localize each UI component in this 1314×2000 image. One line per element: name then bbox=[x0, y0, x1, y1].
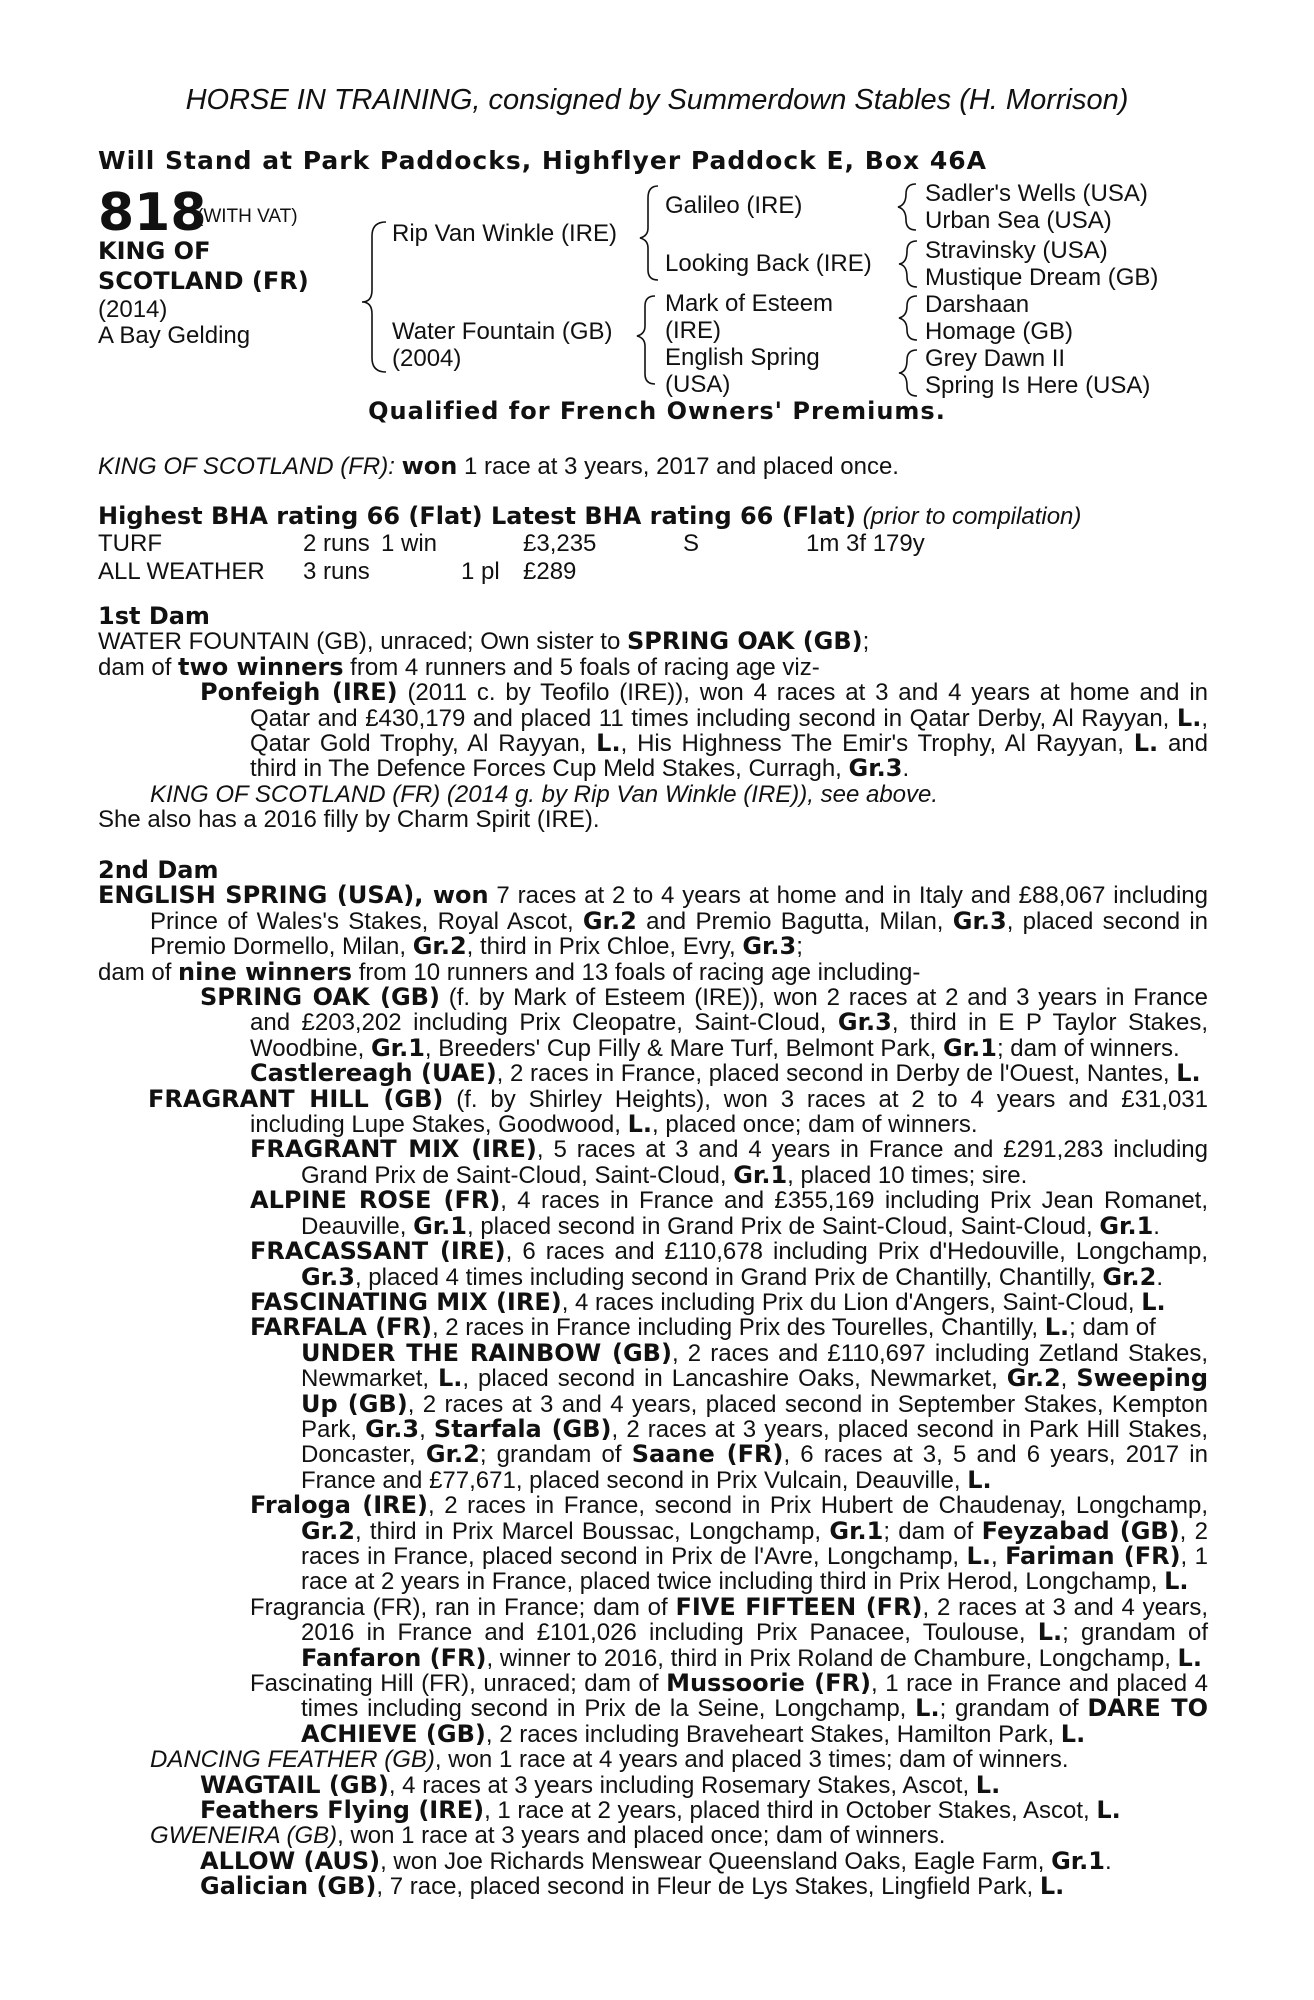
grandproduce-entry: Feathers Flying (IRE), 1 race at 2 years, placed third in October Stakes, Ascot, L. bbox=[200, 1796, 1121, 1825]
sire-name: Rip Van Winkle (IRE) bbox=[392, 220, 617, 247]
wins-cell: 1 win bbox=[381, 530, 438, 557]
grandproduce-entry: FRAGRANT MIX (IRE), 5 races at 3 and 4 years in France and £291,283 including Grand Prix de Saint-Cloud, Saint-Cloud, Gr.1, placed 10 times; sire. bbox=[250, 1135, 1208, 1189]
performance-table bbox=[98, 530, 925, 586]
dam-sire-country: (IRE) bbox=[665, 317, 721, 344]
distance-cell: 1m 3f 179y bbox=[806, 530, 925, 557]
premiums-note: Qualified for French Owners' Premiums. bbox=[368, 397, 946, 425]
dam-dam-country: (USA) bbox=[665, 371, 731, 398]
wins-cell bbox=[381, 558, 461, 586]
dam-dam-name: English Spring bbox=[665, 344, 820, 371]
sire-dam-name: Looking Back (IRE) bbox=[665, 250, 872, 277]
horse-description: A Bay Gelding bbox=[98, 322, 251, 349]
section-heading: 2nd Dam bbox=[98, 856, 219, 884]
foaling-year: (2014) bbox=[98, 296, 168, 323]
gg-dam-2: Mustique Dream (GB) bbox=[925, 264, 1159, 291]
ratings-label: Highest BHA rating 66 (Flat) Latest BHA rating 66 (Flat) bbox=[98, 502, 856, 530]
race-summary bbox=[98, 452, 899, 481]
grandproduce-entry: Castlereagh (UAE), 2 races in France, placed second in Derby de l'Ouest, Nantes, L. bbox=[250, 1059, 1201, 1088]
summary-horse-name: KING OF SCOTLAND (FR): bbox=[98, 453, 395, 480]
dam-sire-name: Mark of Esteem bbox=[665, 290, 834, 317]
produce-entry: GWENEIRA (GB), won 1 race at 3 years and placed once; dam of winners. bbox=[150, 1822, 946, 1850]
stand-location: Will Stand at Park Paddocks, Highflyer Paddock E, Box 46A bbox=[98, 146, 987, 175]
great-grandproduce-entry: UNDER THE RAINBOW (GB), 2 races and £110,697 including Zetland Stakes, Newmarket, L., placed second in Lancashire Oaks, Newmarket, Gr.2, Sweeping Up (GB), 2 races at 3 and 4 years, placed second in September Stakes, Kempton Park, Gr.3, Starfala (GB), 2 races at 3 years, placed second in Park Hill Stakes, Doncaster, Gr.2; grandam of Saane (FR), 6 races at 3, 5 and 6 years, 2017 in France and £77,671, placed second in Prix Vulcain, Deauville, L. bbox=[301, 1338, 1208, 1494]
gg-sire-4: Grey Dawn II bbox=[925, 345, 1066, 372]
dam-entry: ENGLISH SPRING (USA), won 7 races at 2 to 4 years at home and in Italy and £88,067 including Prince of Wales's Stakes, Royal Ascot, Gr.2 and Premio Bagutta, Milan, Gr.3, placed second in Premio Dormello, Milan, Gr.2, third in Prix Chloe, Evry, Gr.3; bbox=[98, 881, 1209, 961]
gg-dam-1: Urban Sea (USA) bbox=[925, 207, 1112, 234]
second-dam-section bbox=[98, 858, 1208, 1900]
dam-produce-summary: dam of two winners from 4 runners and 5 foals of racing age viz- bbox=[98, 652, 820, 681]
gg-sire-2: Stravinsky (USA) bbox=[925, 237, 1108, 264]
surface-cell: TURF bbox=[98, 530, 162, 557]
horse-name-line1: KING OF bbox=[98, 237, 211, 265]
grandproduce-entry: Fragrancia (FR), ran in France; dam of FIVE FIFTEEN (FR), 2 races at 3 and 4 years, 2016 in France and £101,026 including Prix Panacee, Toulouse, L.; grandam of Fanfaron (FR), winner to 2016, third in Prix Roland de Chambure, Longchamp, L. bbox=[250, 1592, 1208, 1672]
grandproduce-entry: Galician (GB), 7 race, placed second in Fleur de Lys Stakes, Lingfield Park, L. bbox=[200, 1872, 1065, 1901]
grandproduce-entry: FARFALA (FR), 2 races in France including Prix des Tourelles, Chantilly, L.; dam of bbox=[250, 1313, 1156, 1342]
grandproduce-entry: FASCINATING MIX (IRE), 4 races including Prix du Lion d'Angers, Saint-Cloud, L. bbox=[250, 1287, 1166, 1316]
sire-sire-name: Galileo (IRE) bbox=[665, 192, 803, 219]
produce-entry: FRAGRANT HILL (GB) (f. by Shirley Heights), won 3 races at 2 to 4 years and £31,031 including Lupe Stakes, Goodwood, L., placed once; dam of winners. bbox=[148, 1084, 1208, 1139]
produce-entry: DANCING FEATHER (GB), won 1 race at 4 years and placed 3 times; dam of winners. bbox=[150, 1746, 1069, 1774]
grandproduce-entry: ALLOW (AUS), won Joe Richards Menswear Queensland Oaks, Eagle Farm, Gr.1. bbox=[200, 1846, 1112, 1875]
placed-cell: 1 pl bbox=[461, 558, 500, 585]
gg-sire-3: Darshaan bbox=[925, 291, 1030, 318]
runs-cell: 3 runs bbox=[303, 558, 370, 585]
grandproduce-entry: WAGTAIL (GB), 4 races at 3 years including Rosemary Stakes, Ascot, L. bbox=[200, 1770, 1001, 1799]
section-heading: 1st Dam bbox=[98, 602, 210, 630]
going-cell: S bbox=[683, 530, 700, 557]
gg-sire-1: Sadler's Wells (USA) bbox=[925, 180, 1148, 207]
dam-produce-summary: dam of nine winners from 10 runners and 13 foals of racing age including- bbox=[98, 957, 921, 986]
ratings-note: (prior to compilation) bbox=[862, 503, 1082, 530]
produce-entry: KING OF SCOTLAND (FR) (2014 g. by Rip Van Winkle (IRE)), see above. bbox=[150, 780, 939, 808]
dam-name: Water Fountain (GB) bbox=[392, 318, 613, 345]
surface-cell: ALL WEATHER bbox=[98, 558, 265, 585]
horse-name-line2: SCOTLAND (FR) bbox=[98, 267, 309, 295]
summary-won: won bbox=[401, 452, 458, 480]
dam-year: (2004) bbox=[392, 345, 462, 372]
earnings-cell: £3,235 bbox=[523, 530, 597, 557]
grandproduce-entry: FRACASSANT (IRE), 6 races and £110,678 including Prix d'Hedouville, Longchamp, Gr.3, placed 4 times including second in Grand Prix de Chantilly, Chantilly, Gr.2. bbox=[250, 1237, 1209, 1291]
dam-entry: WATER FOUNTAIN (GB), unraced; Own sister to SPRING OAK (GB); bbox=[98, 627, 870, 656]
bha-ratings bbox=[98, 502, 1081, 531]
first-dam-section bbox=[98, 604, 1208, 833]
going-cell bbox=[683, 558, 806, 586]
summary-text: 1 race at 3 years, 2017 and placed once. bbox=[457, 453, 899, 480]
grandproduce-entry: Fraloga (IRE), 2 races in France, second in Prix Hubert de Chaudenay, Longchamp, Gr.2, third in Prix Marcel Boussac, Longchamp, Gr.1; dam of Feyzabad (GB), 2 races in France, placed second in Prix de l'Avre, Longchamp, L., Fariman (FR), 1 race at 2 years in France, placed twice including third in Prix Herod, Longchamp, L. bbox=[250, 1491, 1209, 1596]
table-row bbox=[98, 530, 925, 558]
produce-note: She also has a 2016 filly by Charm Spirit (IRE). bbox=[98, 806, 600, 834]
grandproduce-entry: ALPINE ROSE (FR), 4 races in France and £355,169 including Prix Jean Romanet, Deauville, Gr.1, placed second in Grand Prix de Saint-Cloud, Saint-Cloud, Gr.1. bbox=[250, 1186, 1209, 1240]
placed-cell bbox=[461, 530, 523, 558]
runs-cell: 2 runs bbox=[303, 530, 370, 557]
page-header: HORSE IN TRAINING, consigned by Summerdown Stables (H. Morrison) bbox=[185, 84, 1129, 116]
table-row bbox=[98, 558, 925, 586]
grandproduce-entry: Fascinating Hill (FR), unraced; dam of Mussoorie (FR), 1 race in France and placed 4 times including second in Prix de la Seine, Longchamp, L.; grandam of DARE TO ACHIEVE (GB), 2 races including Braveheart Stakes, Hamilton Park, L. bbox=[250, 1669, 1209, 1748]
produce-entry: SPRING OAK (GB) (f. by Mark of Esteem (IRE)), won 2 races at 2 and 3 years in France and £203,202 including Prix Cleopatre, Saint-Cloud, Gr.3, third in E P Taylor Stakes, Woodbine, Gr.1, Breeders' Cup Filly & Mare Turf, Belmont Park, Gr.1; dam of winners. bbox=[200, 983, 1209, 1062]
lot-number: 818 bbox=[98, 183, 207, 243]
gg-dam-3: Homage (GB) bbox=[925, 318, 1074, 345]
gg-dam-4: Spring Is Here (USA) bbox=[925, 372, 1151, 399]
vat-note: (WITH VAT) bbox=[197, 206, 298, 227]
earnings-cell: £289 bbox=[523, 558, 577, 585]
produce-entry: Ponfeigh (IRE) (2011 c. by Teofilo (IRE)), won 4 races at 3 and 4 years at home and in Qatar and £430,179 and placed 11 times including second in Qatar Derby, Al Rayyan, L., Qatar Gold Trophy, Al Rayyan, L., His Highness The Emir's Trophy, Al Rayyan, L. and third in The Defence Forces Cup Meld Stakes, Curragh, Gr.3. bbox=[200, 678, 1208, 783]
pedigree-braces bbox=[0, 0, 1314, 420]
distance-cell bbox=[806, 558, 925, 586]
